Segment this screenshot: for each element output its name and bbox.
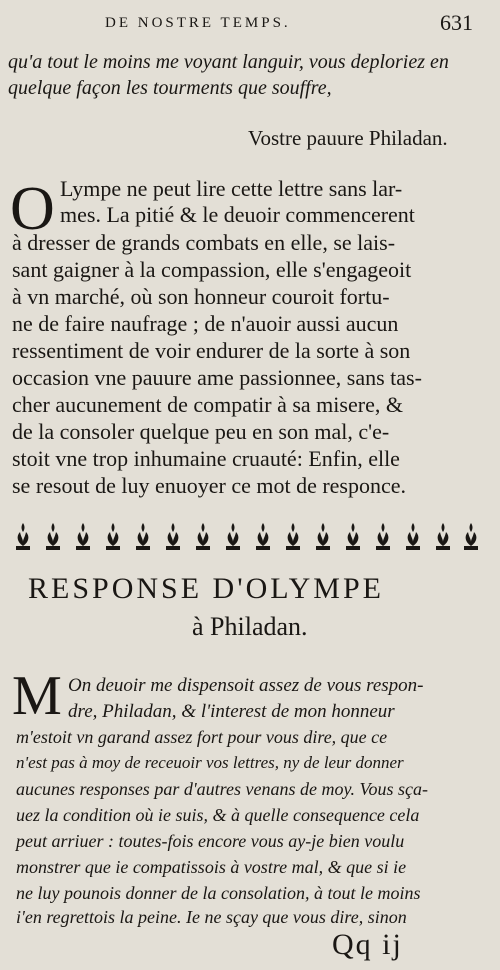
response-subtitle: à Philadan. bbox=[192, 612, 308, 641]
response-line: On deuoir me dispensoit assez de vous respon- bbox=[68, 675, 424, 696]
narrative-line: cher aucunement de compatir à sa misere, & bbox=[12, 392, 403, 417]
narrative-line: Lympe ne peut lire cette lettre sans lar- bbox=[60, 176, 403, 201]
fleuron-icon bbox=[76, 523, 90, 550]
narrative-line: occasion vne pauure ame passionnee, sans tas- bbox=[12, 365, 422, 390]
narrative-line: de la consoler quelque peu en son mal, c'e- bbox=[12, 419, 390, 444]
response-line: aucunes responses par d'autres venans de moy. Vous sça- bbox=[16, 779, 428, 799]
running-head: DE NOSTRE TEMPS. bbox=[105, 15, 291, 31]
fleuron-icon bbox=[286, 523, 300, 550]
fleuron-icon bbox=[346, 523, 360, 550]
fleuron-icon bbox=[226, 523, 240, 550]
fleuron-icon bbox=[106, 523, 120, 550]
fleuron-icon bbox=[464, 523, 478, 550]
response-line: ne luy pounois donner de la consolation, à tout le moins bbox=[16, 883, 421, 903]
narrative-dropcap: O bbox=[10, 175, 55, 243]
response-title: RESPONSE D'OLYMPE bbox=[28, 572, 384, 605]
signature-mark: Qq ij bbox=[332, 928, 403, 961]
response-line: m'estoit vn garand assez fort pour vous dire, que ce bbox=[16, 727, 388, 747]
narrative-line: à vn marché, où son honneur couroit fortu- bbox=[12, 284, 390, 309]
response-line: dre, Philadan, & l'interest de mon honneur bbox=[68, 701, 395, 722]
fleuron-icon bbox=[316, 523, 330, 550]
fleuron-icon bbox=[16, 523, 30, 550]
fleuron-icon bbox=[376, 523, 390, 550]
narrative-line: ressentiment de voir endurer de la sorte à son bbox=[12, 338, 411, 363]
response-line: n'est pas à moy de receuoir vos lettres, ny de leur donner bbox=[16, 753, 404, 772]
narrative-line: à dresser de grands combats en elle, se lais- bbox=[12, 230, 396, 255]
response-line: monstrer que ie compatissois à vostre mal, & que si ie bbox=[16, 857, 407, 877]
page-number: 631 bbox=[440, 10, 473, 35]
letter-line: quelque façon les tourments que souffre, bbox=[8, 77, 332, 99]
fleuron-icon bbox=[436, 523, 450, 550]
narrative-line: ne de faire naufrage ; de n'auoir aussi aucun bbox=[12, 311, 399, 336]
fleuron-icon bbox=[256, 523, 270, 550]
fleuron-icon bbox=[136, 523, 150, 550]
response-line: i'en regrettois la peine. Ie ne sçay que vous dire, sinon bbox=[16, 907, 407, 927]
narrative-line: sant gaigner à la compassion, elle s'engageoit bbox=[12, 257, 412, 282]
response-dropcap: M bbox=[12, 665, 62, 727]
letter-signature: Vostre pauure Philadan. bbox=[248, 126, 448, 150]
fleuron-icon bbox=[46, 523, 60, 550]
narrative-line: se resout de luy enuoyer ce mot de responce. bbox=[12, 473, 407, 498]
narrative-line: stoit vne trop inhumaine cruauté: Enfin, elle bbox=[12, 446, 400, 471]
fleuron-ornament-band bbox=[12, 520, 482, 556]
fleuron-icon bbox=[196, 523, 210, 550]
response-line: peut arriuer : toutes-fois encore vous ay-je bien voulu bbox=[16, 831, 405, 851]
response-line: uez la condition où ie suis, & à quelle consequence cela bbox=[16, 805, 420, 825]
fleuron-icon bbox=[406, 523, 420, 550]
narrative-line: mes. La pitié & le deuoir commencerent bbox=[60, 202, 415, 227]
letter-line: qu'a tout le moins me voyant languir, vous deploriez en bbox=[8, 51, 449, 73]
fleuron-icon bbox=[166, 523, 180, 550]
